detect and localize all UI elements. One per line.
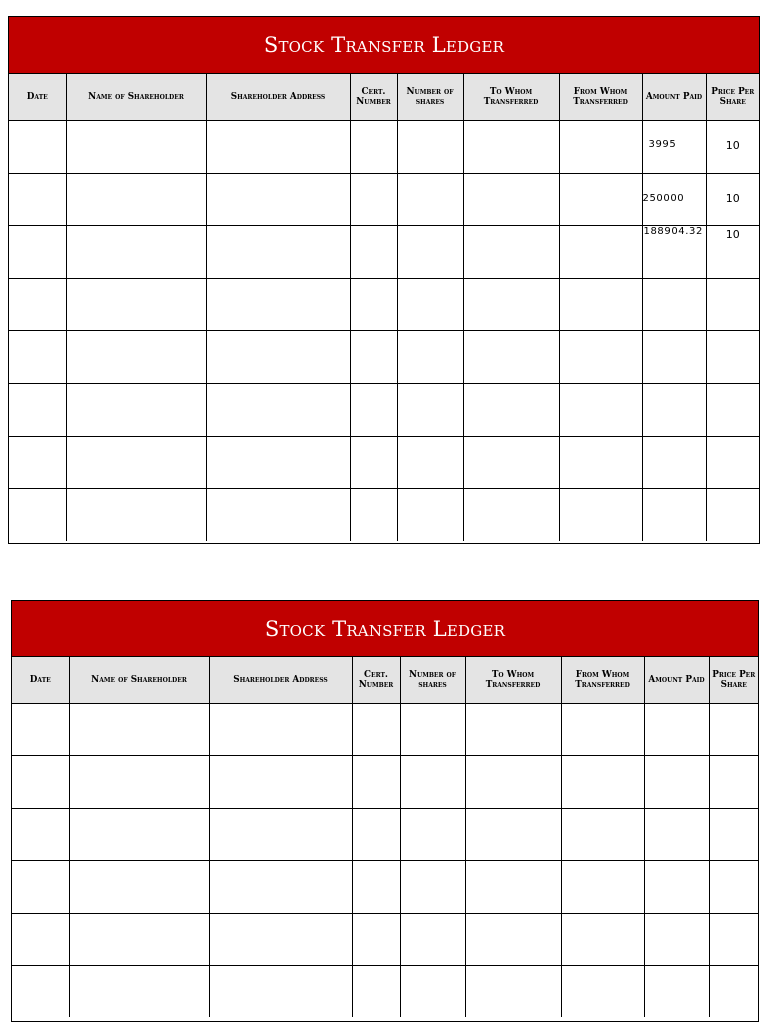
shares-cell[interactable] [400, 756, 465, 808]
date-cell[interactable] [9, 278, 66, 331]
cert-cell[interactable] [352, 704, 400, 756]
address-cell[interactable] [209, 808, 352, 860]
cert-cell[interactable] [350, 383, 397, 436]
to-whom-cell[interactable] [465, 965, 561, 1017]
price-cell[interactable] [706, 436, 759, 489]
table-row [12, 965, 758, 1017]
date-cell[interactable] [9, 173, 66, 226]
name-cell[interactable] [66, 331, 206, 384]
column-header-name: Name of Shareholder [69, 657, 209, 704]
date-cell[interactable] [12, 808, 69, 860]
from-whom-cell[interactable] [559, 173, 642, 226]
ledger-title: Stock Transfer Ledger [9, 17, 759, 74]
date-cell[interactable] [12, 913, 69, 965]
to-whom-cell[interactable] [463, 436, 559, 489]
column-header-date: Date [12, 657, 69, 704]
shares-cell[interactable] [400, 808, 465, 860]
price-cell[interactable] [706, 383, 759, 436]
cert-cell[interactable] [350, 121, 397, 174]
cert-cell[interactable] [350, 278, 397, 331]
date-cell[interactable] [9, 226, 66, 279]
shares-cell[interactable] [397, 121, 463, 174]
cert-cell[interactable] [350, 489, 397, 541]
column-header-to-whom: To Whom Transferred [465, 657, 561, 704]
address-cell[interactable] [206, 226, 350, 279]
table-row [9, 331, 759, 384]
table-row [9, 489, 759, 541]
name-cell[interactable] [66, 121, 206, 174]
shares-cell[interactable] [397, 226, 463, 279]
stock-transfer-ledger-1 [8, 16, 760, 544]
address-cell[interactable] [206, 121, 350, 174]
to-whom-cell[interactable] [463, 383, 559, 436]
date-cell[interactable] [12, 965, 69, 1017]
column-header-from-whom: From Whom Transferred [559, 74, 642, 121]
column-header-price: Price Per Share [709, 657, 758, 704]
cert-cell[interactable] [352, 965, 400, 1017]
name-cell[interactable] [69, 861, 209, 913]
address-cell[interactable] [209, 704, 352, 756]
shares-cell[interactable] [400, 913, 465, 965]
header-row [12, 657, 758, 704]
header-row [9, 74, 759, 121]
price-cell[interactable] [709, 704, 758, 756]
table-row [9, 436, 759, 489]
amount-cell[interactable] [644, 861, 709, 913]
price-cell[interactable] [706, 173, 759, 226]
table-row [12, 913, 758, 965]
price-cell[interactable] [709, 861, 758, 913]
from-whom-cell[interactable] [561, 965, 644, 1017]
shares-cell[interactable] [397, 383, 463, 436]
price-cell[interactable] [706, 278, 759, 331]
shares-cell[interactable] [397, 173, 463, 226]
price-value: 10 [725, 191, 740, 205]
address-cell[interactable] [206, 436, 350, 489]
column-header-cert: Cert. Number [352, 657, 400, 704]
column-header-price: Price Per Share [706, 74, 759, 121]
from-whom-cell[interactable] [561, 704, 644, 756]
date-cell[interactable] [9, 121, 66, 174]
cert-cell[interactable] [350, 331, 397, 384]
address-cell[interactable] [206, 383, 350, 436]
name-cell[interactable] [66, 226, 206, 279]
to-whom-cell[interactable] [465, 808, 561, 860]
table-row [9, 278, 759, 331]
table-row [12, 756, 758, 808]
price-cell[interactable] [706, 489, 759, 541]
amount-cell[interactable] [644, 756, 709, 808]
cert-cell[interactable] [352, 756, 400, 808]
from-whom-cell[interactable] [561, 756, 644, 808]
from-whom-cell[interactable] [561, 861, 644, 913]
stock-transfer-ledger-2 [11, 600, 759, 1022]
address-cell[interactable] [209, 861, 352, 913]
column-header-address: Shareholder Address [206, 74, 350, 121]
name-cell[interactable] [66, 383, 206, 436]
name-cell[interactable] [69, 704, 209, 756]
column-header-from-whom: From Whom Transferred [561, 657, 644, 704]
shares-cell[interactable] [400, 704, 465, 756]
to-whom-cell[interactable] [465, 756, 561, 808]
address-cell[interactable] [209, 913, 352, 965]
price-value: 10 [725, 228, 740, 242]
ledger-title: Stock Transfer Ledger [12, 601, 758, 657]
column-header-shares: Number of shares [400, 657, 465, 704]
to-whom-cell[interactable] [463, 489, 559, 541]
to-whom-cell[interactable] [463, 173, 559, 226]
cert-cell[interactable] [352, 808, 400, 860]
shares-cell[interactable] [397, 489, 463, 541]
to-whom-cell[interactable] [463, 121, 559, 174]
amount-cell[interactable] [642, 331, 706, 384]
address-cell[interactable] [209, 965, 352, 1017]
shares-cell[interactable] [400, 861, 465, 913]
table-row [9, 383, 759, 436]
amount-cell[interactable] [642, 173, 706, 226]
date-cell[interactable] [9, 489, 66, 541]
to-whom-cell[interactable] [463, 278, 559, 331]
amount-value: 250000 [642, 192, 685, 204]
address-cell[interactable] [206, 331, 350, 384]
price-cell[interactable] [706, 226, 759, 279]
amount-value: 188904.32 [643, 226, 703, 238]
column-header-address: Shareholder Address [209, 657, 352, 704]
from-whom-cell[interactable] [559, 489, 642, 541]
amount-cell[interactable] [642, 278, 706, 331]
table-row [12, 704, 758, 756]
amount-cell[interactable] [642, 436, 706, 489]
column-header-to-whom: To Whom Transferred [463, 74, 559, 121]
amount-value: 3995 [648, 139, 677, 150]
cert-cell[interactable] [350, 436, 397, 489]
amount-cell[interactable] [644, 808, 709, 860]
from-whom-cell[interactable] [559, 226, 642, 279]
address-cell[interactable] [209, 756, 352, 808]
amount-cell[interactable] [644, 704, 709, 756]
to-whom-cell[interactable] [463, 226, 559, 279]
column-header-name: Name of Shareholder [66, 74, 206, 121]
table-row [9, 226, 759, 279]
from-whom-cell[interactable] [559, 436, 642, 489]
amount-cell[interactable] [642, 121, 706, 174]
name-cell[interactable] [66, 173, 206, 226]
price-cell[interactable] [706, 331, 759, 384]
to-whom-cell[interactable] [465, 861, 561, 913]
column-header-shares: Number of shares [397, 74, 463, 121]
column-header-date: Date [9, 74, 66, 121]
column-header-cert: Cert. Number [350, 74, 397, 121]
price-cell[interactable] [706, 121, 759, 174]
to-whom-cell[interactable] [465, 913, 561, 965]
from-whom-cell[interactable] [559, 331, 642, 384]
shares-cell[interactable] [400, 965, 465, 1017]
cert-cell[interactable] [350, 226, 397, 279]
amount-cell[interactable] [642, 226, 706, 279]
date-cell[interactable] [12, 704, 69, 756]
date-cell[interactable] [9, 383, 66, 436]
from-whom-cell[interactable] [559, 278, 642, 331]
shares-cell[interactable] [397, 278, 463, 331]
address-cell[interactable] [206, 173, 350, 226]
price-cell[interactable] [709, 913, 758, 965]
table-row [9, 121, 759, 174]
cert-cell[interactable] [352, 913, 400, 965]
from-whom-cell[interactable] [561, 808, 644, 860]
to-whom-cell[interactable] [465, 704, 561, 756]
amount-cell[interactable] [642, 489, 706, 541]
from-whom-cell[interactable] [561, 913, 644, 965]
cert-cell[interactable] [352, 861, 400, 913]
name-cell[interactable] [69, 756, 209, 808]
price-cell[interactable] [709, 965, 758, 1017]
shares-cell[interactable] [397, 331, 463, 384]
price-cell[interactable] [709, 756, 758, 808]
table-row [12, 808, 758, 860]
from-whom-cell[interactable] [559, 121, 642, 174]
column-header-amount: Amount Paid [644, 657, 709, 704]
date-cell[interactable] [12, 861, 69, 913]
name-cell[interactable] [66, 436, 206, 489]
from-whom-cell[interactable] [559, 383, 642, 436]
ledger-table [12, 657, 758, 1017]
shares-cell[interactable] [397, 436, 463, 489]
date-cell[interactable] [12, 756, 69, 808]
amount-cell[interactable] [642, 383, 706, 436]
price-cell[interactable] [709, 808, 758, 860]
table-row [12, 861, 758, 913]
price-value: 10 [725, 139, 740, 152]
column-header-amount: Amount Paid [642, 74, 706, 121]
ledger-table [9, 74, 759, 541]
amount-cell[interactable] [644, 965, 709, 1017]
amount-cell[interactable] [644, 913, 709, 965]
date-cell[interactable] [9, 331, 66, 384]
date-cell[interactable] [9, 436, 66, 489]
address-cell[interactable] [206, 489, 350, 541]
address-cell[interactable] [206, 278, 350, 331]
name-cell[interactable] [69, 808, 209, 860]
name-cell[interactable] [69, 965, 209, 1017]
to-whom-cell[interactable] [463, 331, 559, 384]
table-row [9, 173, 759, 226]
cert-cell[interactable] [350, 173, 397, 226]
name-cell[interactable] [69, 913, 209, 965]
name-cell[interactable] [66, 278, 206, 331]
name-cell[interactable] [66, 489, 206, 541]
